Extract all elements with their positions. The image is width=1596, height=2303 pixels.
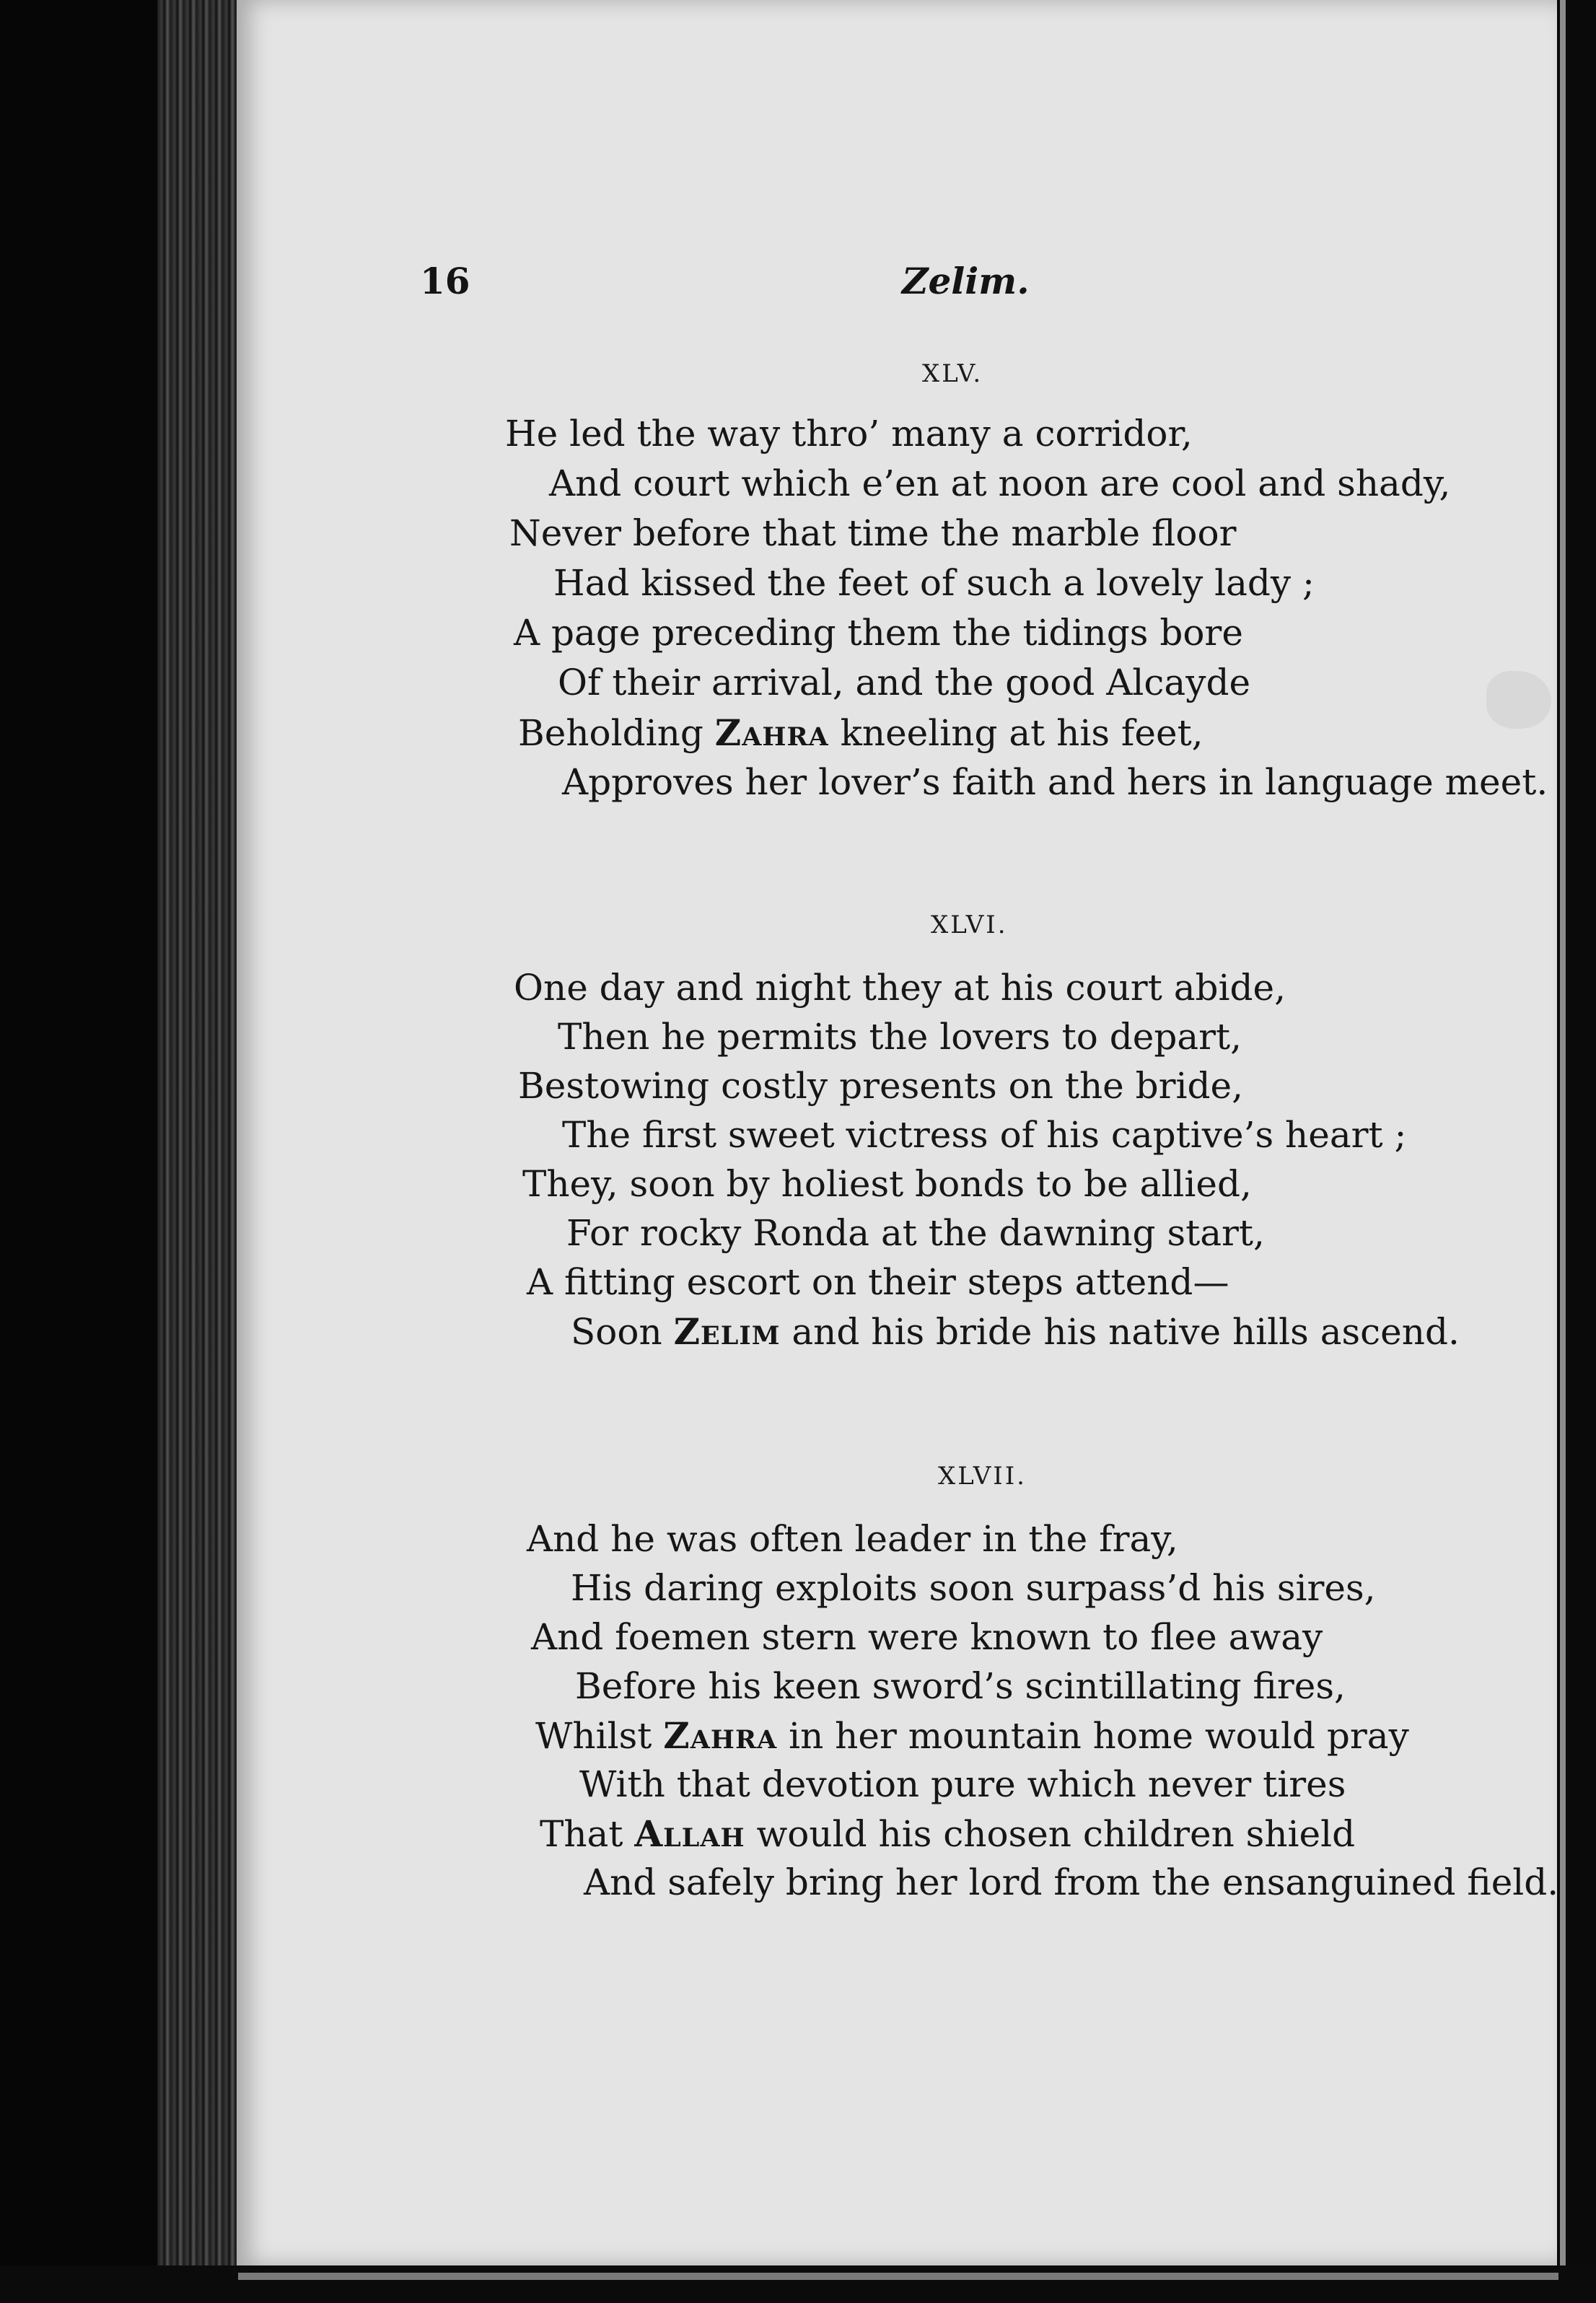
verse-line bbox=[509, 512, 1236, 554]
verse-text: Approves her lover’s faith and hers in language meet. bbox=[562, 761, 1548, 803]
verse-text: And court which e’en at noon are cool and shady, bbox=[549, 462, 1451, 504]
stanza-number: XLVI. bbox=[931, 911, 1008, 939]
verse-line bbox=[579, 1763, 1346, 1805]
verse-text: With that devotion pure which never tires bbox=[579, 1763, 1346, 1805]
verse-text: Bestowing costly presents on the bride, bbox=[518, 1065, 1244, 1107]
verse-text: Before his keen sword’s scintillating fires, bbox=[575, 1665, 1346, 1707]
verse-text: kneeling at his feet, bbox=[828, 712, 1203, 754]
name-small-caps: Allah bbox=[634, 1812, 745, 1855]
verse-line bbox=[571, 1310, 1460, 1353]
verse-line bbox=[584, 1861, 1558, 1903]
right-page-edge bbox=[1560, 0, 1566, 2273]
verse-text: in her mountain home would pray bbox=[777, 1715, 1409, 1757]
verse-line bbox=[558, 1016, 1242, 1058]
verse-line bbox=[505, 413, 1193, 455]
verse-text: And he was often leader in the fray, bbox=[527, 1518, 1178, 1560]
verse-text: Soon bbox=[571, 1311, 674, 1353]
verse-text: For rocky Ronda at the dawning start, bbox=[566, 1212, 1265, 1254]
verse-line bbox=[566, 1212, 1265, 1254]
bottom-page-edge bbox=[238, 2273, 1558, 2280]
verse-text: One day and night they at his court abide, bbox=[514, 967, 1286, 1009]
verse-line bbox=[553, 562, 1315, 604]
verse-text: His daring exploits soon surpass’d his sires, bbox=[571, 1567, 1376, 1609]
verse-text: Beholding bbox=[518, 712, 715, 754]
verse-text: and his bride his native hills ascend. bbox=[780, 1311, 1460, 1353]
verse-line bbox=[518, 1065, 1243, 1107]
verse-text: They, soon by holiest bonds to be allied, bbox=[522, 1163, 1252, 1205]
verse-line bbox=[562, 1114, 1406, 1156]
verse-line bbox=[558, 662, 1250, 703]
verse-line bbox=[549, 462, 1450, 504]
verse-text: A fitting escort on their steps attend— bbox=[527, 1261, 1229, 1303]
verse-text: Of their arrival, and the good Alcayde bbox=[558, 662, 1251, 703]
verse-line bbox=[535, 1714, 1409, 1757]
verse-text: Never before that time the marble floor bbox=[509, 512, 1237, 554]
name-small-caps: Zelim bbox=[673, 1310, 781, 1353]
running-title: Zelim. bbox=[902, 260, 1030, 302]
verse-line bbox=[540, 1812, 1355, 1855]
stanza-number: XLV. bbox=[922, 359, 983, 388]
page-number: 16 bbox=[420, 260, 470, 302]
verse-line bbox=[514, 612, 1243, 654]
name-small-caps: Zahra bbox=[663, 1714, 778, 1757]
verse-line bbox=[575, 1665, 1346, 1707]
verse-text: Whilst bbox=[535, 1715, 664, 1757]
verse-text: Then he permits the lovers to depart, bbox=[558, 1016, 1242, 1058]
verse-text: The first sweet victress of his captive’s heart ; bbox=[562, 1114, 1407, 1156]
name-small-caps: Zahra bbox=[714, 711, 829, 754]
paper-tear bbox=[1486, 671, 1551, 729]
verse-line bbox=[514, 967, 1286, 1009]
bottom-border bbox=[0, 2265, 1596, 2303]
page-edges bbox=[157, 0, 237, 2273]
verse-text: A page preceding them the tidings bore bbox=[514, 612, 1243, 654]
verse-text: He led the way thro’ many a corridor, bbox=[505, 413, 1193, 455]
verse-text: And foemen stern were known to flee away bbox=[531, 1616, 1323, 1658]
verse-line bbox=[562, 761, 1548, 803]
verse-line bbox=[527, 1518, 1178, 1560]
verse-line bbox=[531, 1616, 1323, 1658]
verse-text: Had kissed the feet of such a lovely lady ; bbox=[553, 562, 1315, 604]
verse-line bbox=[518, 711, 1203, 754]
verse-line bbox=[571, 1567, 1376, 1609]
verse-line bbox=[522, 1163, 1252, 1205]
verse-text: would his chosen children shield bbox=[745, 1813, 1356, 1855]
stanza-number: XLVII. bbox=[938, 1462, 1027, 1491]
verse-line bbox=[527, 1261, 1229, 1303]
verse-text: And safely bring her lord from the ensanguined field. bbox=[584, 1861, 1559, 1903]
verse-text: That bbox=[540, 1813, 635, 1855]
